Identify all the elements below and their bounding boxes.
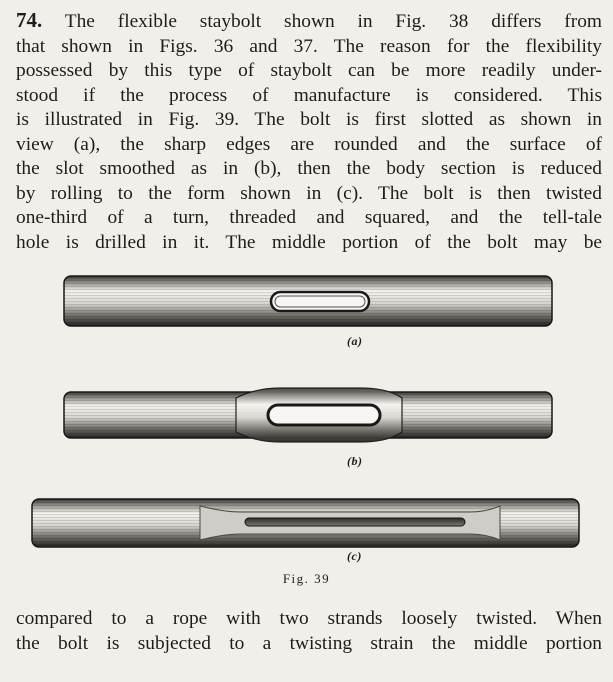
text-line-1-body: The flexible staybolt shown in Fig. 38 differs from bbox=[64, 11, 603, 32]
bolt-b bbox=[64, 388, 552, 442]
text-line-7: the slot smoothed as in (b), then the body section is reduced bbox=[16, 158, 602, 179]
text-line-9: one-third of a turn, threaded and squared, and the tell-tale bbox=[16, 207, 602, 228]
view-c-label: (c) bbox=[347, 549, 362, 563]
text-line-6: view (a), the sharp edges are rounded and the surface of bbox=[16, 133, 602, 155]
paragraph-continuation bbox=[16, 607, 602, 656]
view-b-label: (b) bbox=[347, 454, 363, 468]
text-line-1 bbox=[16, 8, 602, 35]
text-line-3: possessed by this type of staybolt can be more readily under- bbox=[16, 60, 602, 81]
paragraph-number: 74. bbox=[16, 8, 43, 32]
bolt-a bbox=[64, 276, 552, 326]
staybolt-illustrations bbox=[0, 262, 613, 582]
bolt-c bbox=[32, 499, 579, 547]
text-line-12: the bolt is subjected to a twisting strain the middle portion bbox=[16, 632, 602, 654]
text-line-2: that shown in Figs. 36 and 37. The reason for the flexibility bbox=[16, 35, 602, 57]
view-a-label: (a) bbox=[347, 334, 363, 348]
text-line-4: stood if the process of manufacture is considered. This bbox=[16, 84, 602, 106]
figure-39 bbox=[0, 262, 613, 582]
paragraph-74 bbox=[16, 8, 602, 255]
figure-caption: Fig. 39 bbox=[282, 571, 331, 586]
text-line-8: by rolling to the form shown in (c). The bolt is then twisted bbox=[16, 182, 602, 204]
text-line-11: compared to a rope with two strands loosely twisted. When bbox=[16, 608, 602, 629]
text-line-10: hole is drilled in it. The middle portion of the bolt may be bbox=[16, 231, 602, 253]
text-line-5: is illustrated in Fig. 39. The bolt is first slotted as shown in bbox=[16, 109, 602, 130]
